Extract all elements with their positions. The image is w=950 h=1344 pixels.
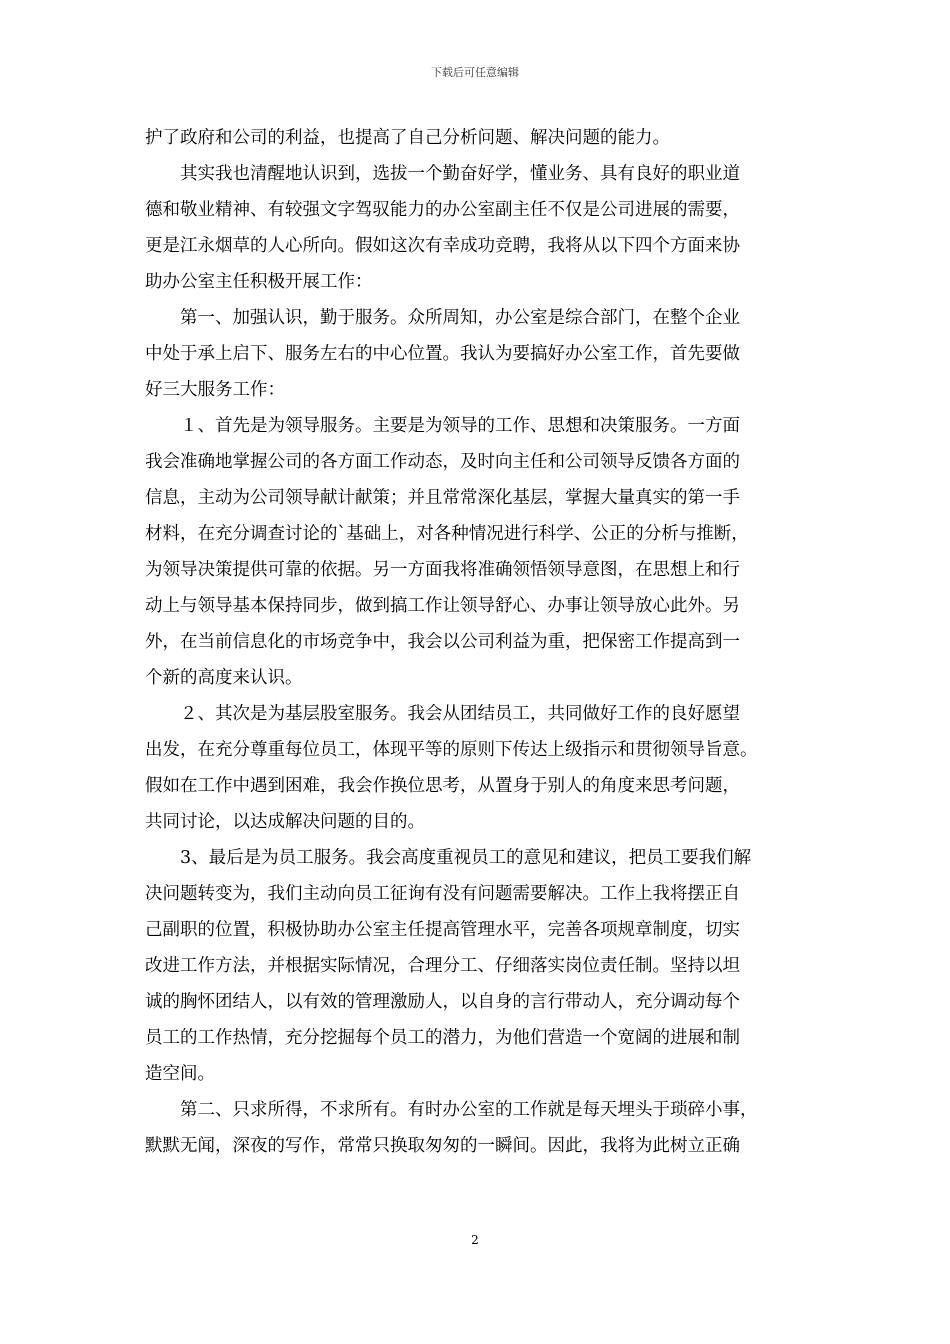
text-line: 为领导决策提供可靠的依据。另一方面我将准确领悟领导意图，在思想上和行 [145,560,740,580]
text-line: 更是江永烟草的人心所向。假如这次有幸成功竞聘，我将从以下四个方面来协 [145,236,740,256]
text-line: 3、最后是为员工服务。我会高度重视员工的意见和建议，把员工要我们解 [145,848,752,868]
text-line: 其实我也清醒地认识到，选拔一个勤奋好学，懂业务、具有良好的职业道 [145,164,740,184]
text-line: 德和敬业精神、有较强文字驾驭能力的办公室副主任不仅是公司进展的需要， [145,200,740,220]
text-line: 护了政府和公司的利益，也提高了自己分析问题、解决问题的能力。 [145,128,670,148]
text-line: １、首先是为领导服务。主要是为领导的工作、思想和决策服务。一方面 [145,416,740,436]
text-line: 外，在当前信息化的市场竞争中，我会以公司利益为重，把保密工作提高到一 [145,632,740,652]
text-line: 共同讨论，以达成解决问题的目的。 [145,812,425,832]
text-line: 第一、加强认识，勤于服务。众所周知，办公室是综合部门，在整个企业 [145,308,740,328]
text-line: 好三大服务工作： [145,380,285,400]
text-line: 员工的工作热情，充分挖掘每个员工的潜力，为他们营造一个宽阔的进展和制 [145,1028,740,1048]
page-header: 下载后可任意编辑 [431,66,519,79]
text-line: 假如在工作中遇到困难，我会作换位思考，从置身于别人的角度来思考问题， [145,776,740,796]
text-line: 诚的胸怀团结人，以有效的管理激励人，以自身的言行带动人，充分调动每个 [145,992,740,1012]
text-line: 决问题转变为，我们主动向员工征询有没有问题需要解决。工作上我将摆正自 [145,884,740,904]
text-line: 个新的高度来认识。 [145,668,303,688]
text-line: 默默无闻，深夜的写作，常常只换取匆匆的一瞬间。因此，我将为此树立正确 [145,1136,740,1156]
text-line: 造空间。 [145,1064,215,1084]
text-line: 材料，在充分调查讨论的`基础上，对各种情况进行科学、公正的分析与推断， [145,524,749,544]
text-line: 助办公室主任积极开展工作： [145,272,373,292]
text-line: 动上与领导基本保持同步，做到搞工作让领导舒心、办事让领导放心此外。另 [145,596,740,616]
text-line: 己副职的位置，积极协助办公室主任提高管理水平，完善各项规章制度，切实 [145,920,740,940]
text-line: 我会准确地掌握公司的各方面工作动态，及时向主任和公司领导反馈各方面的 [145,452,740,472]
text-line: 中处于承上启下、服务左右的中心位置。我认为要搞好办公室工作，首先要做 [145,344,740,364]
text-line: 出发，在充分尊重每位员工，体现平等的原则下传达上级指示和贯彻领导旨意。 [145,740,758,760]
text-line: ２、其次是为基层股室服务。我会从团结员工，共同做好工作的良好愿望 [145,704,740,724]
text-line: 第二、只求所得，不求所有。有时办公室的工作就是每天埋头于琐碎小事， [145,1100,758,1120]
text-line: 改进工作方法，并根据实际情况，合理分工、仔细落实岗位责任制。坚持以坦 [145,956,740,976]
document-body [145,120,807,1164]
page-number: 2 [471,1233,479,1247]
text-line: 信息，主动为公司领导献计献策；并且常常深化基层，掌握大量真实的第一手 [145,488,740,508]
